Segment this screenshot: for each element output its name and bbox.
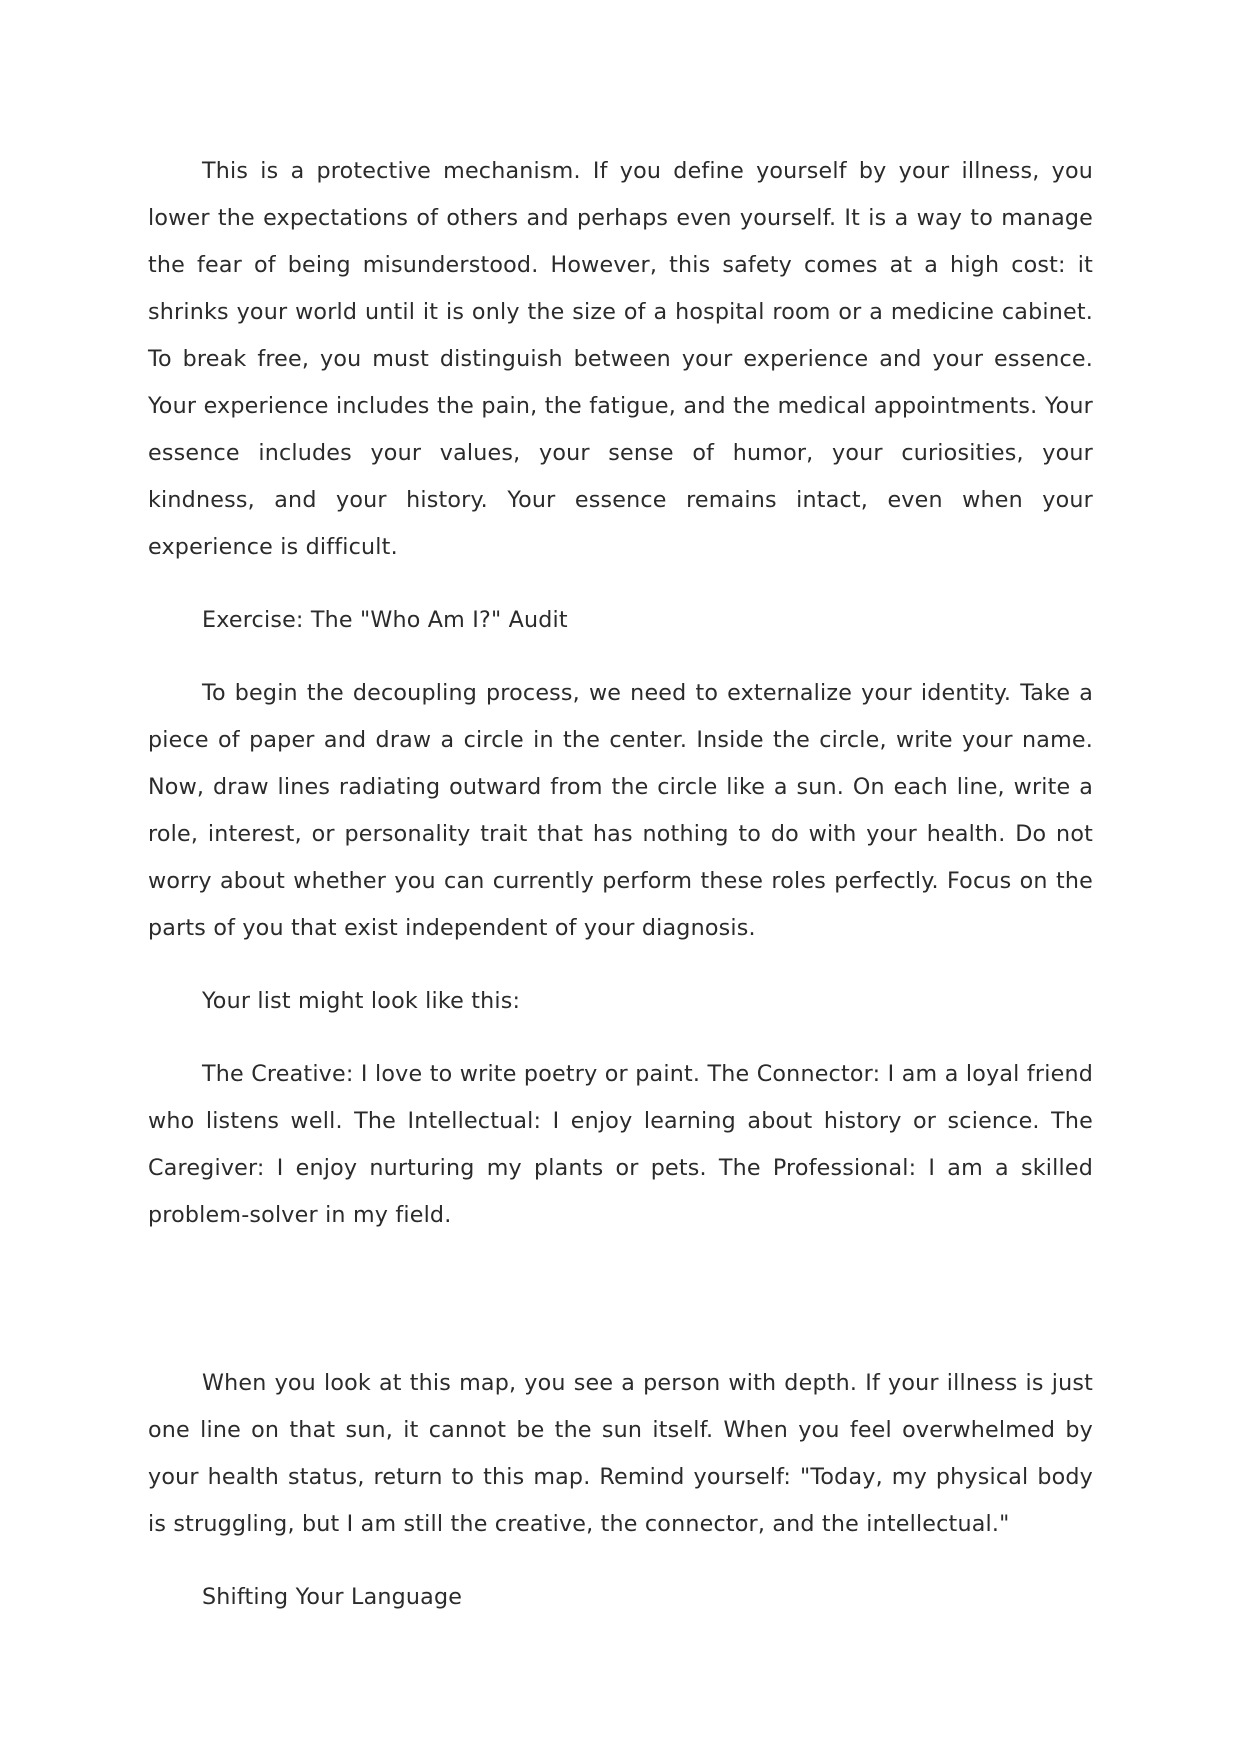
document-page <box>148 148 1093 1621</box>
heading-shifting-language: Shifting Your Language <box>202 1584 463 1610</box>
paragraph-decoupling-process: To begin the decoupling process, we need to externalize your identity. Take a piece of paper and draw a circle in the center. Inside the circle, write your name. Now, draw lines radiating outward from the circle like a sun. On each line, write a role, interest, or personality trait that has nothing to do with your health. Do not worry about whether you can currently perform these roles perfectly. Focus on the parts of you that exist independent of your diagnosis. <box>148 680 1093 941</box>
paragraph-list-intro: Your list might look like this: <box>202 988 521 1014</box>
paragraph-protective-mechanism: This is a protective mechanism. If you define yourself by your illness, you lower the expectations of others and perhaps even yourself. It is a way to manage the fear of being misunderstood. However, this safety comes at a high cost: it shrinks your world until it is only the size of a hospital room or a medicine cabinet. To break free, you must distinguish between your experience and your essence. Your experience includes the pain, the fatigue, and the medical appointments. Your essence includes your values, your sense of humor, your curiosities, your kindness, and your history. Your essence remains intact, even when your experience is difficult. <box>148 158 1093 560</box>
heading-who-am-i-audit: Exercise: The "Who Am I?" Audit <box>202 607 568 633</box>
paragraph-map-reflection: When you look at this map, you see a person with depth. If your illness is just one line on that sun, it cannot be the sun itself. When you feel overwhelmed by your health status, return to this map. Remind yourself: "Today, my physical body is struggling, but I am still the creative, the connector, and the intellectual." <box>148 1370 1093 1537</box>
paragraph-roles-list: The Creative: I love to write poetry or paint. The Connector: I am a loyal friend who listens well. The Intellectual: I enjoy learning about history or science. The Caregiver: I enjoy nurturing my plants or pets. The Professional: I am a skilled problem-solver in my field. <box>148 1061 1093 1228</box>
